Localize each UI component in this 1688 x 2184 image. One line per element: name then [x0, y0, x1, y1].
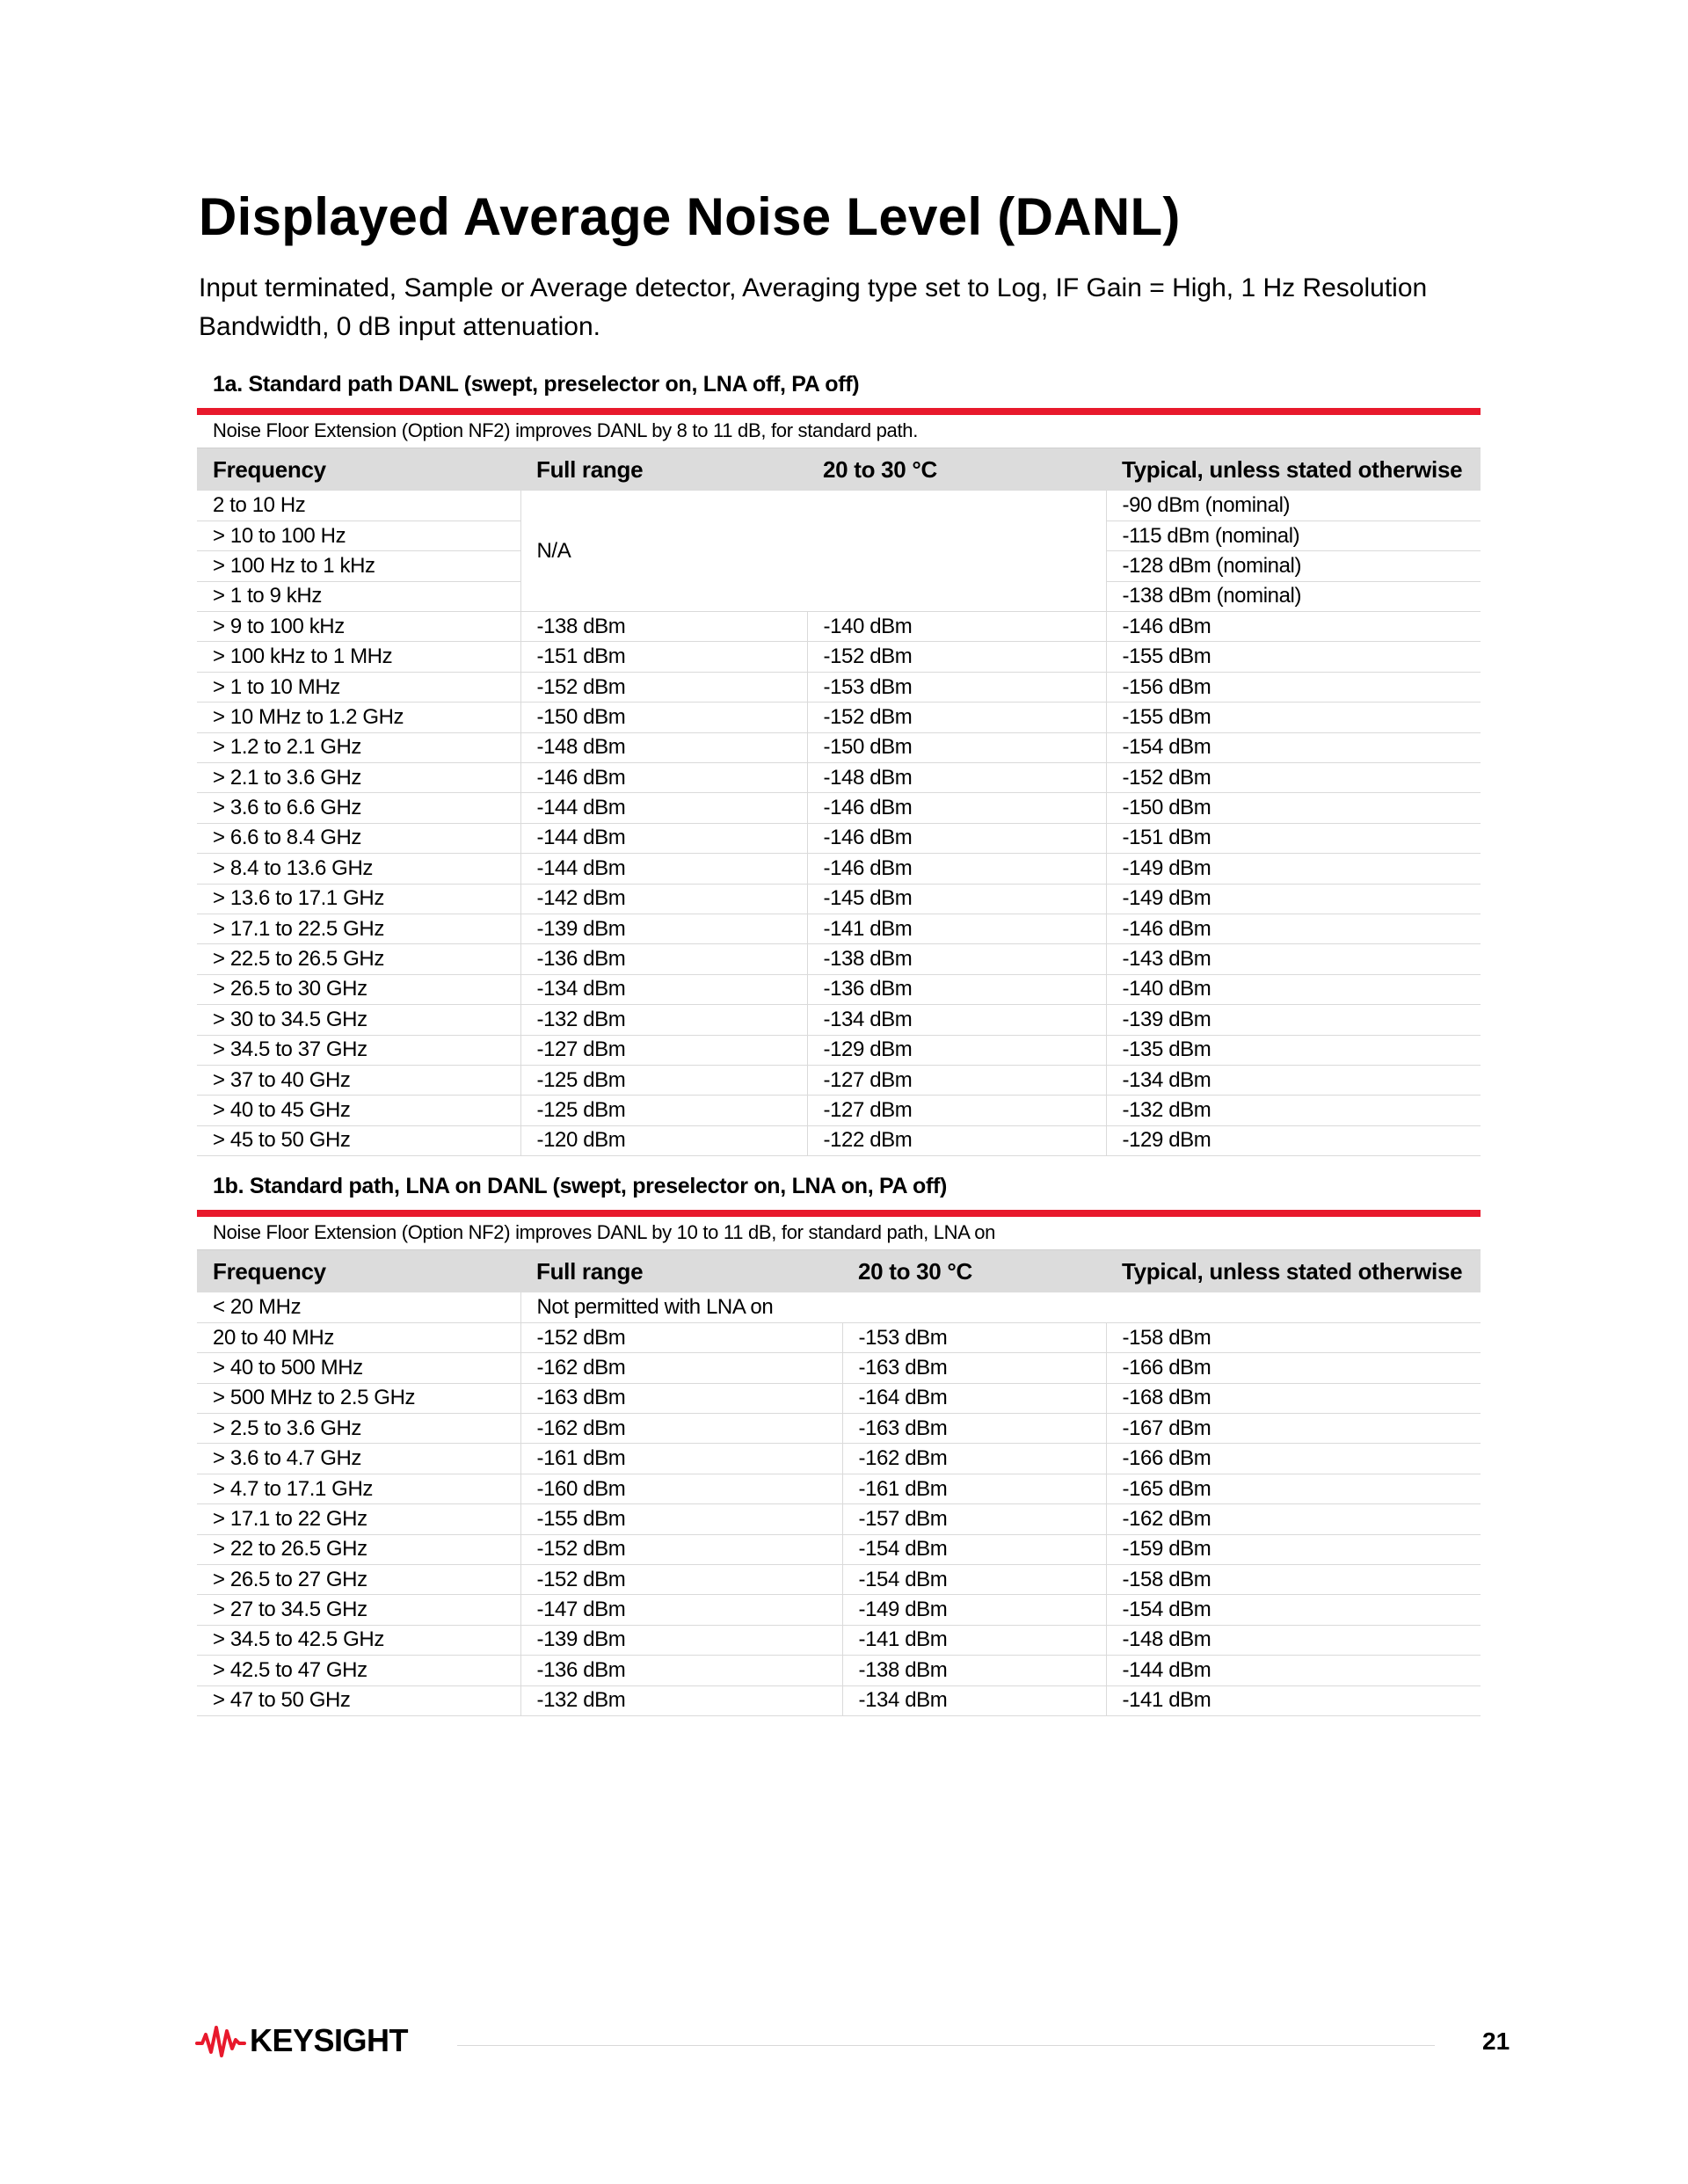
- temp-range-cell: -149 dBm: [842, 1595, 1106, 1625]
- frequency-cell: > 2.1 to 3.6 GHz: [197, 763, 520, 793]
- table-row: [197, 1685, 1481, 1715]
- typical-cell: -162 dBm: [1106, 1504, 1481, 1534]
- temp-range-cell: -138 dBm: [807, 944, 1106, 974]
- frequency-cell: > 500 MHz to 2.5 GHz: [197, 1383, 520, 1413]
- table-row: [197, 823, 1481, 853]
- table-body: [197, 612, 1481, 1156]
- typical-cell: -128 dBm (nominal): [1106, 551, 1481, 581]
- temp-range-cell: -129 dBm: [807, 1035, 1106, 1065]
- frequency-cell: > 4.7 to 17.1 GHz: [197, 1474, 520, 1503]
- frequency-cell: > 45 to 50 GHz: [197, 1125, 520, 1155]
- temp-range-cell: -146 dBm: [807, 854, 1106, 884]
- typical-cell: -156 dBm: [1106, 672, 1481, 702]
- typical-cell: -155 dBm: [1106, 642, 1481, 672]
- typical-cell: -140 dBm: [1106, 974, 1481, 1004]
- keysight-wave-icon: [195, 2022, 246, 2059]
- not-permitted-cell: Not permitted with LNA on: [520, 1292, 1481, 1322]
- frequency-cell: > 1 to 10 MHz: [197, 672, 520, 702]
- frequency-cell: > 1 to 9 kHz: [197, 581, 520, 611]
- temp-range-cell: -127 dBm: [807, 1096, 1106, 1125]
- typical-cell: -90 dBm (nominal): [1106, 491, 1481, 521]
- frequency-cell: > 17.1 to 22.5 GHz: [197, 914, 520, 943]
- full-range-cell: -142 dBm: [520, 884, 807, 914]
- column-header: Typical, unless stated otherwise: [1106, 448, 1481, 491]
- full-range-cell: -138 dBm: [520, 612, 807, 642]
- typical-cell: -155 dBm: [1106, 703, 1481, 732]
- full-range-cell: -120 dBm: [520, 1125, 807, 1155]
- temp-range-cell: -164 dBm: [842, 1383, 1106, 1413]
- typical-cell: -144 dBm: [1106, 1656, 1481, 1685]
- table-row: [197, 944, 1481, 974]
- temp-range-cell: -152 dBm: [807, 703, 1106, 732]
- frequency-cell: > 2.5 to 3.6 GHz: [197, 1414, 520, 1444]
- frequency-cell: > 3.6 to 4.7 GHz: [197, 1444, 520, 1474]
- temp-range-cell: -153 dBm: [807, 672, 1106, 702]
- keysight-logo: [195, 2022, 408, 2059]
- column-header: Typical, unless stated otherwise: [1106, 1250, 1481, 1292]
- full-range-cell: -162 dBm: [520, 1414, 842, 1444]
- frequency-cell: > 10 to 100 Hz: [197, 521, 520, 550]
- table-caption: 1a. Standard path DANL (swept, preselector on, LNA off, PA off): [213, 372, 860, 397]
- typical-cell: -132 dBm: [1106, 1096, 1481, 1125]
- frequency-cell: > 42.5 to 47 GHz: [197, 1656, 520, 1685]
- full-range-cell: -144 dBm: [520, 793, 807, 823]
- full-range-cell: -127 dBm: [520, 1035, 807, 1065]
- typical-cell: -152 dBm: [1106, 763, 1481, 793]
- temp-range-cell: -157 dBm: [842, 1504, 1106, 1534]
- column-header: 20 to 30 °C: [842, 1250, 1106, 1292]
- typical-cell: -135 dBm: [1106, 1035, 1481, 1065]
- table-row: [197, 1565, 1481, 1595]
- frequency-cell: > 6.6 to 8.4 GHz: [197, 823, 520, 853]
- page-number: 21: [1482, 2027, 1510, 2055]
- table-header-row: [197, 448, 1481, 491]
- table-row: [197, 1656, 1481, 1685]
- frequency-cell: > 3.6 to 6.6 GHz: [197, 793, 520, 823]
- typical-cell: -167 dBm: [1106, 1414, 1481, 1444]
- full-range-cell: -139 dBm: [520, 1625, 842, 1655]
- full-range-cell: -144 dBm: [520, 854, 807, 884]
- table-row: [197, 1534, 1481, 1564]
- frequency-cell: > 26.5 to 27 GHz: [197, 1565, 520, 1595]
- frequency-cell: < 20 MHz: [197, 1292, 520, 1322]
- column-header: 20 to 30 °C: [807, 448, 1106, 491]
- frequency-cell: > 22 to 26.5 GHz: [197, 1534, 520, 1564]
- temp-range-cell: -145 dBm: [807, 884, 1106, 914]
- red-rule: [197, 1210, 1481, 1217]
- frequency-cell: > 40 to 500 MHz: [197, 1353, 520, 1383]
- table-row: [197, 974, 1481, 1004]
- full-range-cell: -163 dBm: [520, 1383, 842, 1413]
- frequency-cell: > 1.2 to 2.1 GHz: [197, 732, 520, 762]
- table-row: [197, 1414, 1481, 1444]
- full-range-cell: -134 dBm: [520, 974, 807, 1004]
- frequency-cell: > 100 Hz to 1 kHz: [197, 551, 520, 581]
- table-row: [197, 703, 1481, 732]
- full-range-cell: -139 dBm: [520, 914, 807, 943]
- frequency-cell: 20 to 40 MHz: [197, 1322, 520, 1352]
- frequency-cell: > 37 to 40 GHz: [197, 1065, 520, 1095]
- logo-text: KEYSIGHT: [250, 2022, 409, 2058]
- typical-cell: -146 dBm: [1106, 914, 1481, 943]
- table-row: [197, 491, 1481, 521]
- frequency-cell: > 30 to 34.5 GHz: [197, 1005, 520, 1035]
- table-header-row: [197, 1250, 1481, 1292]
- typical-cell: -149 dBm: [1106, 884, 1481, 914]
- temp-range-cell: -134 dBm: [842, 1685, 1106, 1715]
- column-header: Frequency: [197, 1250, 520, 1292]
- table-row: [197, 1625, 1481, 1655]
- intro-text: Input terminated, Sample or Average detector, Averaging type set to Log, IF Gain = High, 1 Hz Resolution Bandwidth, 0 dB input attenuation.: [199, 273, 1428, 341]
- temp-range-cell: -154 dBm: [842, 1534, 1106, 1564]
- table-row: [197, 793, 1481, 823]
- typical-cell: -151 dBm: [1106, 823, 1481, 853]
- typical-cell: -154 dBm: [1106, 732, 1481, 762]
- typical-cell: -141 dBm: [1106, 1685, 1481, 1715]
- typical-cell: -159 dBm: [1106, 1534, 1481, 1564]
- full-range-cell: -125 dBm: [520, 1096, 807, 1125]
- frequency-cell: > 17.1 to 22 GHz: [197, 1504, 520, 1534]
- temp-range-cell: -161 dBm: [842, 1474, 1106, 1503]
- frequency-cell: > 22.5 to 26.5 GHz: [197, 944, 520, 974]
- table-row: [197, 1383, 1481, 1413]
- frequency-cell: > 40 to 45 GHz: [197, 1096, 520, 1125]
- full-range-cell: -125 dBm: [520, 1065, 807, 1095]
- table-row: [197, 672, 1481, 702]
- frequency-cell: > 47 to 50 GHz: [197, 1685, 520, 1715]
- column-header: Frequency: [197, 448, 520, 491]
- table-row: [197, 1322, 1481, 1352]
- table-caption: 1b. Standard path, LNA on DANL (swept, preselector on, LNA on, PA off): [213, 1174, 948, 1198]
- typical-cell: -166 dBm: [1106, 1444, 1481, 1474]
- table-row: [197, 1353, 1481, 1383]
- typical-cell: -158 dBm: [1106, 1565, 1481, 1595]
- column-header: Full range: [520, 1250, 842, 1292]
- danl-table-1a: [197, 448, 1481, 1156]
- typical-cell: -168 dBm: [1106, 1383, 1481, 1413]
- typical-cell: -138 dBm (nominal): [1106, 581, 1481, 611]
- table-row: [197, 1504, 1481, 1534]
- typical-cell: -154 dBm: [1106, 1595, 1481, 1625]
- typical-cell: -158 dBm: [1106, 1322, 1481, 1352]
- table-row: [197, 1096, 1481, 1125]
- temp-range-cell: -150 dBm: [807, 732, 1106, 762]
- frequency-cell: > 8.4 to 13.6 GHz: [197, 854, 520, 884]
- table-row: [197, 884, 1481, 914]
- table-row: [197, 612, 1481, 642]
- temp-range-cell: -127 dBm: [807, 1065, 1106, 1095]
- table-section-1b: [197, 1168, 1481, 1716]
- full-range-cell: -144 dBm: [520, 823, 807, 853]
- frequency-cell: > 100 kHz to 1 MHz: [197, 642, 520, 672]
- typical-cell: -165 dBm: [1106, 1474, 1481, 1503]
- table-row: [197, 854, 1481, 884]
- table-row: [197, 1005, 1481, 1035]
- typical-cell: -139 dBm: [1106, 1005, 1481, 1035]
- na-cell: N/A: [520, 491, 1106, 612]
- column-header: Full range: [520, 448, 807, 491]
- temp-range-cell: -141 dBm: [807, 914, 1106, 943]
- table-body: [197, 1322, 1481, 1715]
- temp-range-cell: -146 dBm: [807, 823, 1106, 853]
- table-row: [197, 1065, 1481, 1095]
- table-row: [197, 1444, 1481, 1474]
- typical-cell: -166 dBm: [1106, 1353, 1481, 1383]
- full-range-cell: -152 dBm: [520, 1534, 842, 1564]
- frequency-cell: 2 to 10 Hz: [197, 491, 520, 521]
- frequency-cell: > 26.5 to 30 GHz: [197, 974, 520, 1004]
- full-range-cell: -132 dBm: [520, 1685, 842, 1715]
- frequency-cell: > 34.5 to 37 GHz: [197, 1035, 520, 1065]
- full-range-cell: -160 dBm: [520, 1474, 842, 1503]
- typical-cell: -115 dBm (nominal): [1106, 521, 1481, 550]
- table-note: Noise Floor Extension (Option NF2) improves DANL by 10 to 11 dB, for standard path, LNA on: [197, 1217, 1481, 1250]
- table-row: [197, 1474, 1481, 1503]
- full-range-cell: -151 dBm: [520, 642, 807, 672]
- page-title: Displayed Average Noise Level (DANL): [199, 187, 1181, 246]
- typical-cell: -134 dBm: [1106, 1065, 1481, 1095]
- temp-range-cell: -140 dBm: [807, 612, 1106, 642]
- table-row: [197, 1292, 1481, 1322]
- full-range-cell: -152 dBm: [520, 1565, 842, 1595]
- full-range-cell: -148 dBm: [520, 732, 807, 762]
- temp-range-cell: -136 dBm: [807, 974, 1106, 1004]
- table-row: [197, 914, 1481, 943]
- red-rule: [197, 408, 1481, 415]
- full-range-cell: -152 dBm: [520, 1322, 842, 1352]
- danl-table-1b: [197, 1250, 1481, 1716]
- table-section-1a: [197, 366, 1481, 1156]
- temp-range-cell: -162 dBm: [842, 1444, 1106, 1474]
- frequency-cell: > 13.6 to 17.1 GHz: [197, 884, 520, 914]
- typical-cell: -148 dBm: [1106, 1625, 1481, 1655]
- full-range-cell: -132 dBm: [520, 1005, 807, 1035]
- frequency-cell: > 9 to 100 kHz: [197, 612, 520, 642]
- temp-range-cell: -146 dBm: [807, 793, 1106, 823]
- temp-range-cell: -138 dBm: [842, 1656, 1106, 1685]
- table-row: [197, 1125, 1481, 1155]
- full-range-cell: -150 dBm: [520, 703, 807, 732]
- temp-range-cell: -163 dBm: [842, 1414, 1106, 1444]
- temp-range-cell: -141 dBm: [842, 1625, 1106, 1655]
- full-range-cell: -136 dBm: [520, 944, 807, 974]
- typical-cell: -143 dBm: [1106, 944, 1481, 974]
- full-range-cell: -155 dBm: [520, 1504, 842, 1534]
- table-note: Noise Floor Extension (Option NF2) improves DANL by 8 to 11 dB, for standard path.: [197, 415, 1481, 448]
- table-row: [197, 763, 1481, 793]
- temp-range-cell: -153 dBm: [842, 1322, 1106, 1352]
- temp-range-cell: -134 dBm: [807, 1005, 1106, 1035]
- frequency-cell: > 10 MHz to 1.2 GHz: [197, 703, 520, 732]
- table-row: [197, 732, 1481, 762]
- temp-range-cell: -152 dBm: [807, 642, 1106, 672]
- full-range-cell: -146 dBm: [520, 763, 807, 793]
- full-range-cell: -152 dBm: [520, 672, 807, 702]
- temp-range-cell: -154 dBm: [842, 1565, 1106, 1595]
- full-range-cell: -161 dBm: [520, 1444, 842, 1474]
- table-row: [197, 1035, 1481, 1065]
- full-range-cell: -162 dBm: [520, 1353, 842, 1383]
- table-row: [197, 1595, 1481, 1625]
- frequency-cell: > 27 to 34.5 GHz: [197, 1595, 520, 1625]
- full-range-cell: -136 dBm: [520, 1656, 842, 1685]
- full-range-cell: -147 dBm: [520, 1595, 842, 1625]
- footer-rule: [457, 2045, 1435, 2046]
- typical-cell: -150 dBm: [1106, 793, 1481, 823]
- typical-cell: -149 dBm: [1106, 854, 1481, 884]
- frequency-cell: > 34.5 to 42.5 GHz: [197, 1625, 520, 1655]
- temp-range-cell: -122 dBm: [807, 1125, 1106, 1155]
- table-row: [197, 642, 1481, 672]
- temp-range-cell: -163 dBm: [842, 1353, 1106, 1383]
- typical-cell: -129 dBm: [1106, 1125, 1481, 1155]
- temp-range-cell: -148 dBm: [807, 763, 1106, 793]
- typical-cell: -146 dBm: [1106, 612, 1481, 642]
